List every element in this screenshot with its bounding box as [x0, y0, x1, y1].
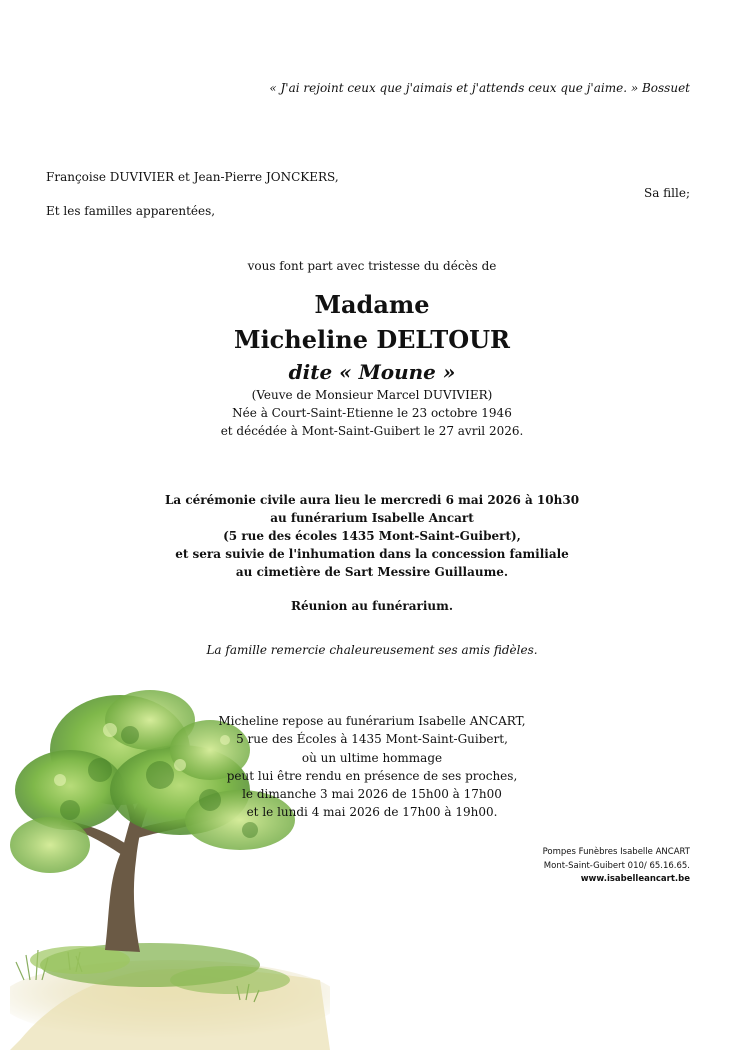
funeral-home-website: www.isabelleancart.be — [580, 874, 690, 884]
family-relation: Sa fille; — [643, 186, 690, 200]
repose-line-1: Micheline repose au funérarium Isabelle ANCART, — [218, 714, 526, 728]
deceased-name: Micheline DELTOUR — [234, 325, 510, 354]
funeral-home-info — [543, 846, 690, 887]
repose-line-6: et le lundi 4 mai 2026 de 17h00 à 19h00. — [246, 805, 498, 820]
deceased-nickname: dite « Moune » — [288, 360, 456, 384]
ceremony-line-4: et sera suivie de l'inhumation dans la concession familiale — [175, 547, 569, 561]
funeral-home-name: Pompes Funèbres Isabelle ANCART — [542, 847, 690, 857]
family-line-1: Françoise DUVIVIER et Jean-Pierre JONCKERS, — [46, 170, 339, 184]
ceremony-line-3: (5 rue des écoles 1435 Mont-Saint-Guibert), — [223, 529, 521, 543]
epigraph-quote: « J'ai rejoint ceux que j'aimais et j'attends ceux que j'aime. » Bossuet — [269, 81, 690, 95]
repose-line-3: où un ultime hommage — [301, 750, 443, 765]
deceased-title: Madame — [314, 290, 430, 319]
repose-block — [200, 712, 544, 822]
ceremony-line-1: La cérémonie civile aura lieu le mercredi 6 mai 2026 à 10h30 — [164, 493, 580, 507]
repose-line-2: 5 rue des Écoles à 1435 Mont-Saint-Guibert, — [236, 732, 508, 747]
deceased-died: et décédée à Mont-Saint-Guibert le 27 avril 2026. — [220, 424, 524, 438]
family-line-2: Et les familles apparentées, — [46, 204, 216, 218]
ceremony-line-2: au funérarium Isabelle Ancart — [270, 511, 474, 525]
reunion-text: Réunion au funérarium. — [290, 599, 454, 613]
repose-line-4: peut lui être rendu en présence de ses proches, — [226, 768, 518, 783]
funeral-home-phone: Mont-Saint-Guibert 010/ 65.16.65. — [543, 860, 690, 871]
deceased-widow: (Veuve de Monsieur Marcel DUVIVIER) — [251, 388, 493, 402]
repose-line-5: le dimanche 3 mai 2026 de 15h00 à 17h00 — [242, 787, 502, 802]
ceremony-line-5: au cimetière de Sart Messire Guillaume. — [235, 565, 509, 579]
deceased-born: Née à Court-Saint-Etienne le 23 octobre 1946 — [232, 406, 512, 420]
thanks-text: La famille remercie chaleureusement ses amis fidèles. — [206, 643, 538, 657]
announce-text: vous font part avec tristesse du décès de — [247, 259, 497, 273]
